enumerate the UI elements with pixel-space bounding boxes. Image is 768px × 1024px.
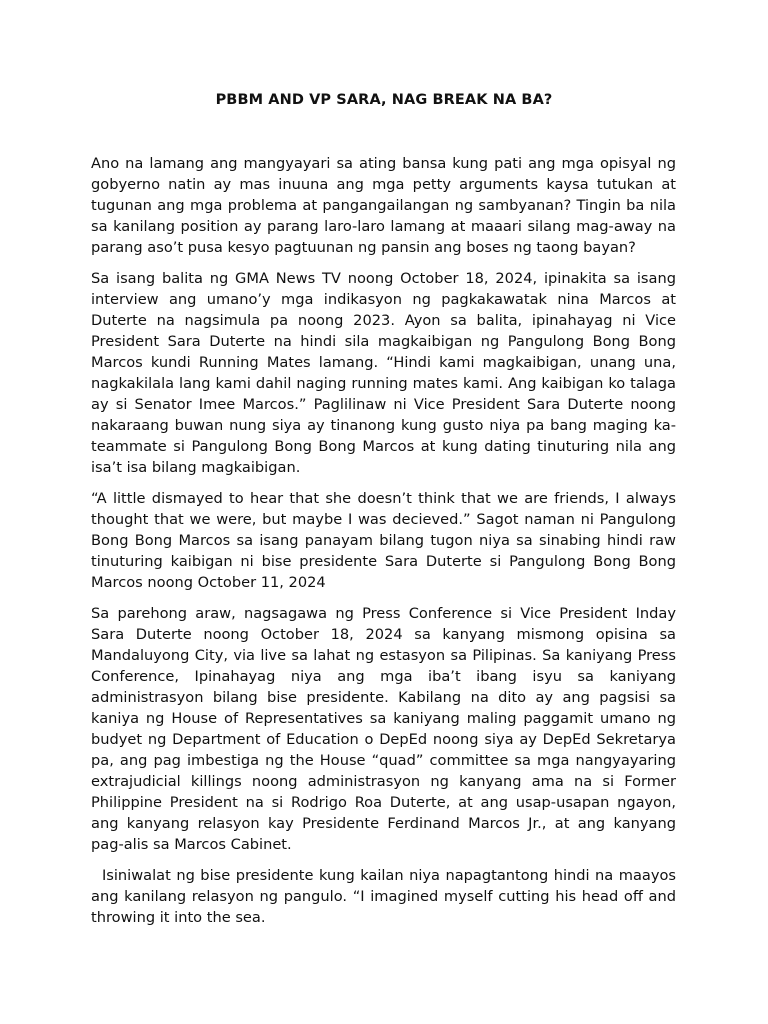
paragraph-3: “A little dismayed to hear that she doesn’t think that we are friends, I always thought that we were, but maybe I was decieved.” Sagot naman ni Pangulong Bong Bong Marcos sa isang panayam bilang tugon niya sa sinabing hindi raw tinuturing kaibigan ni bise presidente Sara Duterte si Pangulong Bong Bong Marcos noong October 11, 2024 <box>91 490 676 591</box>
document-title: PBBM AND VP SARA, NAG BREAK NA BA? <box>215 92 553 108</box>
document-body <box>91 153 681 938</box>
paragraph-1: Ano na lamang ang mangyayari sa ating bansa kung pati ang mga opisyal ng gobyerno natin ay mas inuuna ang mga petty arguments kaysa tutukan at tugunan ang mga problema at pangangailangan ng sambyanan? Tingin ba nila sa kanilang position ay parang laro-laro lamang at maaari silang mag-away na parang aso’t pusa kesyo pagtuunan ng pansin ang boses ng taong bayan? <box>91 155 676 256</box>
paragraph-4: Sa parehong araw, nagsagawa ng Press Conference si Vice President Inday Sara Duterte noong October 18, 2024 sa kanyang mismong opisina sa Mandaluyong City, via live sa lahat ng estasyon sa Pilipinas. Sa kaniyang Press Conference, Ipinahayag niya ang mga iba’t ibang isyu sa kaniyang administrasyon bilang bise presidente. Kabilang na dito ay ang pagsisi sa kaniya ng House of Representatives sa kaniyang maling paggamit umano ng budyet ng Department of Education o DepEd noong siya ay DepEd Sekretarya pa, ang pag imbestiga ng the House “quad” committee sa mga nangyayaring extrajudicial killings noong administrasyon ng kanyang ama na si Former Philippine President na si Rodrigo Roa Duterte, at ang usap-usapan ngayon, ang kanyang relasyon kay Presidente Ferdinand Marcos Jr., at ang kanyang pag-alis sa Marcos Cabinet. <box>91 605 676 853</box>
paragraph-2: Sa isang balita ng GMA News TV noong October 18, 2024, ipinakita sa isang interview ang umano’y mga indikasyon ng pagkakawatak nina Marcos at Duterte na nagsimula pa noong 2023. Ayon sa balita, ipinahayag ni Vice President Sara Duterte na hindi sila magkaibigan ng Pangulong Bong Bong Marcos kundi Running Mates lamang. “Hindi kami magkaibigan, unang una, nagkakilala lang kami dahil naging running mates kami. Ang kaibigan ko talaga ay si Senator Imee Marcos.” Paglilinaw ni Vice President Sara Duterte noong nakaraang buwan nung siya ay tinanong kung gusto niya pa bang maging ka-teammate si Pangulong Bong Bong Marcos at kung dating tinuturing nila ang isa’t isa bilang magkaibigan. <box>91 270 676 476</box>
paragraph-5: Isiniwalat ng bise presidente kung kailan niya napagtantong hindi na maayos ang kanilang relasyon ng pangulo. “I imagined myself cutting his head off and throwing it into the sea. <box>91 867 681 926</box>
